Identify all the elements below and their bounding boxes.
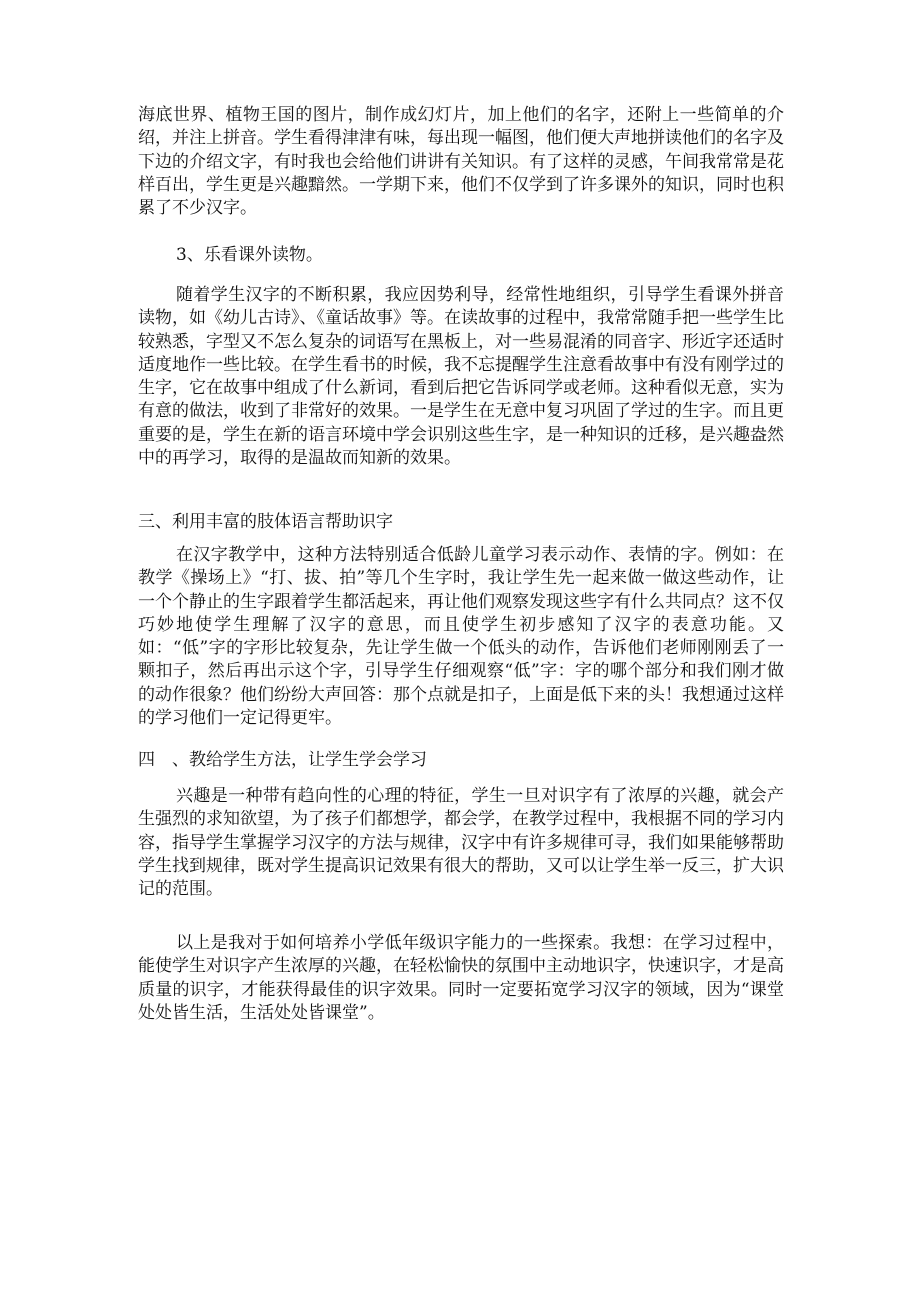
subheading-extracurricular-reading: 3、乐看课外读物。 <box>176 245 323 265</box>
paragraph-picture-slides: 海底世界、植物王国的图片，制作成幻灯片，加上他们的名字，还附上一些简单的介绍，并注上拼音。学生看得津津有味，每出现一幅图，他们便大声地拼读他们的名字及下边的介绍文字，有时我也会给他们讲讲有关知识。有了这样的灵感，午间我常常是花样百出，学生更是兴趣黯然。一学期下来，他们不仅学到了许多课外的知识，同时也积累了不少汉字。 <box>138 105 784 219</box>
section-heading-learning-methods: 四 、教给学生方法，让学生学会学习 <box>138 750 427 770</box>
paragraph-body-language: 在汉字教学中，这种方法特别适合低龄儿童学习表示动作、表情的字。例如：在教学《操场上》“打、拔、拍”等几个生字时，我让学生先一起来做一做这些动作，让一个个静止的生字跟着学生都活起来，再让他们观察发现这些字有什么共同点？这不仅巧妙地使学生理解了汉字的意思，而且使学生初步感知了汉字的表意功能。又如：“低”字的字形比较复杂，先让学生做一个低头的动作，告诉他们老师刚刚丢了一颗扣子，然后再出示这个字，引导学生仔细观察“低”字：字的哪个部分和我们刚才做的动作很象？他们纷纷大声回答：那个点就是扣子，上面是低下来的头！我想通过这样的学习他们一定记得更牢。 <box>138 545 784 729</box>
paragraph-conclusion: 以上是我对于如何培养小学低年级识字能力的一些探索。我想：在学习过程中，能使学生对识字产生浓厚的兴趣，在轻松愉快的氛围中主动地识字，快速识字，才是高质量的识字，才能获得最佳的识字效果。同时一定要拓宽学习汉字的领域，因为“课堂处处皆生活，生活处处皆课堂”。 <box>138 933 784 1023</box>
paragraph-learning-methods: 兴趣是一种带有趋向性的心理的特征，学生一旦对识字有了浓厚的兴趣，就会产生强烈的求知欲望，为了孩子们都想学，都会学，在教学过程中，我根据不同的学习内容，指导学生掌握学习汉字的方法与规律，汉字中有许多规律可寻，我们如果能够帮助学生找到规律，既对学生提高识记效果有很大的帮助，又可以让学生举一反三，扩大识记的范围。 <box>138 786 784 900</box>
paragraph-extracurricular-reading: 随着学生汉字的不断积累，我应因势利导，经常性地组织，引导学生看课外拼音读物，如《幼儿古诗》、《童话故事》等。在读故事的过程中，我常常随手把一些学生比较熟悉，字型又不怎么复杂的词语写在黑板上，对一些易混淆的同音字、形近字还适时适度地作一些比较。在学生看书的时候，我不忘提醒学生注意看故事中有没有刚学过的生字，它在故事中组成了什么新词，看到后把它告诉同学或老师。这种看似无意，实为有意的做法，收到了非常好的效果。一是学生在无意中复习巩固了学过的生字。而且更重要的是，学生在新的语言环境中学会识别这些生字，是一种知识的迁移，是兴趣盎然中的再学习，取得的是温故而知新的效果。 <box>138 285 784 469</box>
section-heading-body-language: 三、利用丰富的肢体语言帮助识字 <box>138 512 393 532</box>
